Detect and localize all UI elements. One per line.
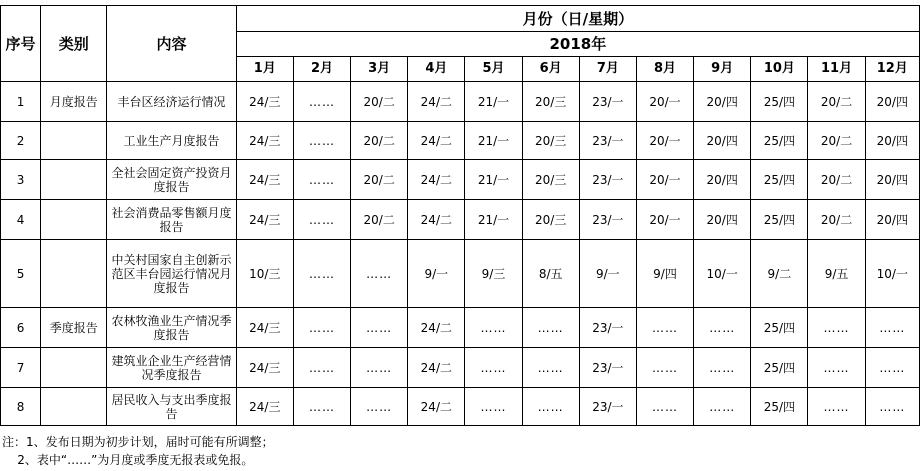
release-date-cell: 20/四	[865, 160, 919, 200]
release-date-cell: 21/一	[465, 82, 522, 122]
release-date-cell: 20/四	[694, 122, 751, 160]
release-date-cell: 25/四	[751, 82, 808, 122]
release-date-cell: ……	[522, 308, 579, 348]
release-date-cell: 24/二	[408, 160, 465, 200]
release-date-cell: 20/二	[808, 122, 865, 160]
release-date-cell: ……	[636, 348, 693, 388]
release-date-cell: ……	[694, 348, 751, 388]
release-date-cell: ……	[465, 388, 522, 426]
table-row	[1, 240, 920, 308]
release-date-cell: 23/一	[579, 200, 636, 240]
release-date-cell: ……	[465, 308, 522, 348]
row-content: 居民收入与支出季度报告	[107, 388, 236, 426]
header-month: 8月	[636, 57, 693, 82]
row-content: 工业生产月度报告	[107, 122, 236, 160]
release-date-cell: 23/一	[579, 160, 636, 200]
release-date-cell: 20/四	[694, 82, 751, 122]
table-row	[1, 200, 920, 240]
header-month: 9月	[694, 57, 751, 82]
row-content: 建筑业企业生产经营情况季度报告	[107, 348, 236, 388]
release-date-cell: 25/四	[751, 308, 808, 348]
row-category: 月度报告	[41, 82, 107, 122]
release-date-cell: ……	[351, 388, 408, 426]
release-date-cell: 25/四	[751, 160, 808, 200]
release-date-cell: 20/二	[808, 82, 865, 122]
release-date-cell: 21/一	[465, 200, 522, 240]
table-row	[1, 348, 920, 388]
row-category	[41, 200, 107, 240]
release-date-cell: 24/三	[236, 348, 293, 388]
release-date-cell: 24/三	[236, 200, 293, 240]
table-row	[1, 308, 920, 348]
release-date-cell: ……	[865, 308, 919, 348]
release-date-cell: 10/一	[694, 240, 751, 308]
release-date-cell: 9/五	[808, 240, 865, 308]
release-schedule-table	[0, 5, 920, 426]
release-date-cell: 25/四	[751, 388, 808, 426]
release-date-cell: ……	[293, 122, 350, 160]
release-date-cell: 20/二	[351, 160, 408, 200]
release-date-cell: ……	[865, 388, 919, 426]
release-date-cell: 23/一	[579, 122, 636, 160]
row-content: 社会消费品零售额月度报告	[107, 200, 236, 240]
header-content: 内容	[107, 6, 236, 82]
release-date-cell: ……	[293, 388, 350, 426]
row-seq: 5	[1, 240, 41, 308]
release-date-cell: 24/二	[408, 348, 465, 388]
row-seq: 4	[1, 200, 41, 240]
release-date-cell: 20/三	[522, 82, 579, 122]
release-date-cell: 23/一	[579, 388, 636, 426]
row-seq: 8	[1, 388, 41, 426]
release-date-cell: ……	[694, 388, 751, 426]
release-date-cell: ……	[522, 348, 579, 388]
release-date-cell: 20/一	[636, 160, 693, 200]
release-date-cell: 20/三	[522, 200, 579, 240]
release-date-cell: 20/二	[351, 122, 408, 160]
release-date-cell: 9/一	[408, 240, 465, 308]
release-date-cell: 21/一	[465, 160, 522, 200]
header-year: 2018年	[236, 32, 919, 57]
table-row	[1, 388, 920, 426]
release-date-cell: 24/二	[408, 122, 465, 160]
release-date-cell: ……	[636, 308, 693, 348]
release-date-cell: 24/二	[408, 308, 465, 348]
header-month: 1月	[236, 57, 293, 82]
release-date-cell: 20/二	[351, 82, 408, 122]
release-date-cell: 25/四	[751, 348, 808, 388]
release-date-cell: 20/四	[865, 82, 919, 122]
row-content: 中关村国家自主创新示范区丰台园运行情况月度报告	[107, 240, 236, 308]
release-date-cell: ……	[636, 388, 693, 426]
footnote-2: 2、表中“……”为月度或季度无报表或免报。	[2, 453, 254, 467]
release-date-cell: 8/五	[522, 240, 579, 308]
row-category	[41, 388, 107, 426]
release-date-cell: 9/一	[579, 240, 636, 308]
header-seq: 序号	[1, 6, 41, 82]
release-date-cell: 9/二	[751, 240, 808, 308]
release-date-cell: 24/二	[408, 82, 465, 122]
release-date-cell: 24/三	[236, 160, 293, 200]
release-date-cell: ……	[694, 308, 751, 348]
release-date-cell: 10/一	[865, 240, 919, 308]
release-date-cell: ……	[522, 388, 579, 426]
release-date-cell: 24/三	[236, 122, 293, 160]
release-date-cell: 23/一	[579, 82, 636, 122]
row-seq: 6	[1, 308, 41, 348]
release-date-cell: 24/三	[236, 388, 293, 426]
release-date-cell: 23/一	[579, 308, 636, 348]
header-month: 5月	[465, 57, 522, 82]
footnotes	[2, 433, 274, 469]
release-date-cell: 20/二	[808, 200, 865, 240]
row-category	[41, 122, 107, 160]
row-content: 农林牧渔业生产情况季度报告	[107, 308, 236, 348]
footnote-1: 注：1、发布日期为初步计划，届时可能有所调整；	[2, 435, 274, 449]
row-seq: 1	[1, 82, 41, 122]
row-category	[41, 348, 107, 388]
release-date-cell: ……	[808, 308, 865, 348]
release-date-cell: ……	[293, 82, 350, 122]
release-date-cell: 20/四	[865, 122, 919, 160]
release-date-cell: 24/三	[236, 308, 293, 348]
release-date-cell: ……	[865, 348, 919, 388]
release-date-cell: ……	[351, 348, 408, 388]
release-date-cell: ……	[293, 200, 350, 240]
release-date-cell: 20/四	[865, 200, 919, 240]
release-date-cell: ……	[293, 160, 350, 200]
header-month: 2月	[293, 57, 350, 82]
release-date-cell: ……	[293, 308, 350, 348]
release-date-cell: 23/一	[579, 348, 636, 388]
header-month: 3月	[351, 57, 408, 82]
row-content: 全社会固定资产投资月度报告	[107, 160, 236, 200]
row-category: 季度报告	[41, 308, 107, 348]
row-category	[41, 160, 107, 200]
row-seq: 3	[1, 160, 41, 200]
release-date-cell: 20/一	[636, 122, 693, 160]
release-date-cell: 21/一	[465, 122, 522, 160]
row-content: 丰台区经济运行情况	[107, 82, 236, 122]
release-date-cell: ……	[808, 388, 865, 426]
row-seq: 2	[1, 122, 41, 160]
release-date-cell: 20/二	[351, 200, 408, 240]
release-date-cell: 20/一	[636, 200, 693, 240]
release-date-cell: ……	[465, 348, 522, 388]
release-date-cell: ……	[293, 240, 350, 308]
release-date-cell: 24/二	[408, 200, 465, 240]
header-category: 类别	[41, 6, 107, 82]
table-row	[1, 82, 920, 122]
table-row	[1, 122, 920, 160]
release-date-cell: 20/二	[808, 160, 865, 200]
header-month: 11月	[808, 57, 865, 82]
release-date-cell: 20/三	[522, 122, 579, 160]
release-date-cell: ……	[808, 348, 865, 388]
release-date-cell: ……	[351, 240, 408, 308]
release-date-cell: 9/四	[636, 240, 693, 308]
header-month: 12月	[865, 57, 919, 82]
header-month-group: 月份（日/星期）	[236, 6, 919, 32]
release-date-cell: 9/三	[465, 240, 522, 308]
header-month: 7月	[579, 57, 636, 82]
header-month: 4月	[408, 57, 465, 82]
release-date-cell: 20/四	[694, 200, 751, 240]
header-month: 6月	[522, 57, 579, 82]
row-category	[41, 240, 107, 308]
release-date-cell: 20/四	[694, 160, 751, 200]
table-row	[1, 160, 920, 200]
row-seq: 7	[1, 348, 41, 388]
header-month: 10月	[751, 57, 808, 82]
release-date-cell: 25/四	[751, 122, 808, 160]
release-date-cell: 25/四	[751, 200, 808, 240]
release-date-cell: 24/三	[236, 82, 293, 122]
release-date-cell: 10/三	[236, 240, 293, 308]
release-date-cell: 20/三	[522, 160, 579, 200]
release-date-cell: 20/一	[636, 82, 693, 122]
release-date-cell: 24/二	[408, 388, 465, 426]
release-date-cell: ……	[293, 348, 350, 388]
release-date-cell: ……	[351, 308, 408, 348]
